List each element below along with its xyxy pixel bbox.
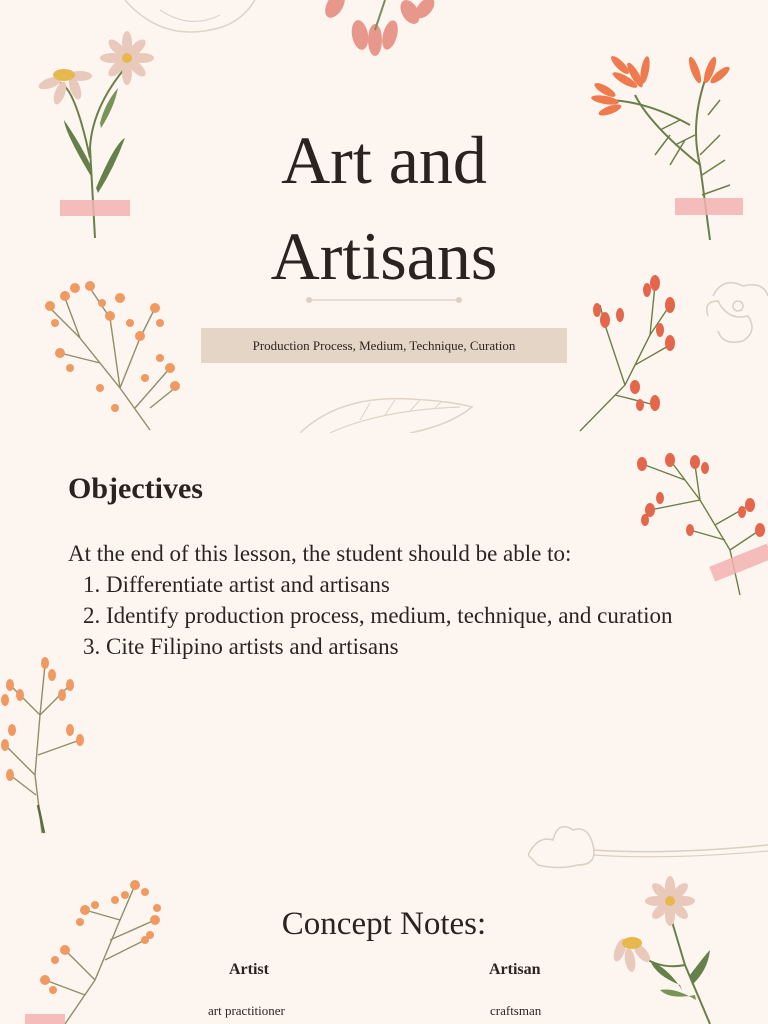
artist-column-header: Artist: [229, 961, 269, 978]
orange-sprig-objectives-icon: [0, 655, 92, 835]
concept-notes-heading: Concept Notes:: [281, 906, 487, 942]
list-item: 2. Identify production process, medium, technique, and curation: [106, 600, 706, 631]
objectives-heading: Objectives: [68, 472, 203, 505]
daisy-concept-right-icon: [610, 875, 725, 1024]
title-line-2: Artisans: [270, 218, 498, 294]
title-divider: [305, 296, 463, 304]
list-item: 1. Differentiate artist and artisans: [106, 569, 706, 600]
subtitle-band: [201, 328, 567, 363]
sketch-leaf-center-icon: [300, 395, 475, 433]
objectives-list: [68, 569, 706, 662]
artisan-definition: craftsman: [490, 1003, 542, 1018]
artisan-column-header: Artisan: [489, 961, 541, 978]
orange-sprig-concept-icon: [25, 880, 165, 1024]
artist-definition: art practitioner: [208, 1003, 285, 1018]
objectives-intro: At the end of this lesson, the student should be able to:: [68, 541, 572, 566]
sketch-flower-concept-icon: [528, 815, 768, 870]
page-title: [0, 112, 768, 304]
pink-flower-top-icon: [315, 0, 440, 70]
list-item: 3. Cite Filipino artists and artisans: [106, 631, 706, 662]
title-line-1: Art and: [281, 122, 487, 198]
subtitle-text: Production Process, Medium, Technique, Curation: [252, 337, 516, 353]
